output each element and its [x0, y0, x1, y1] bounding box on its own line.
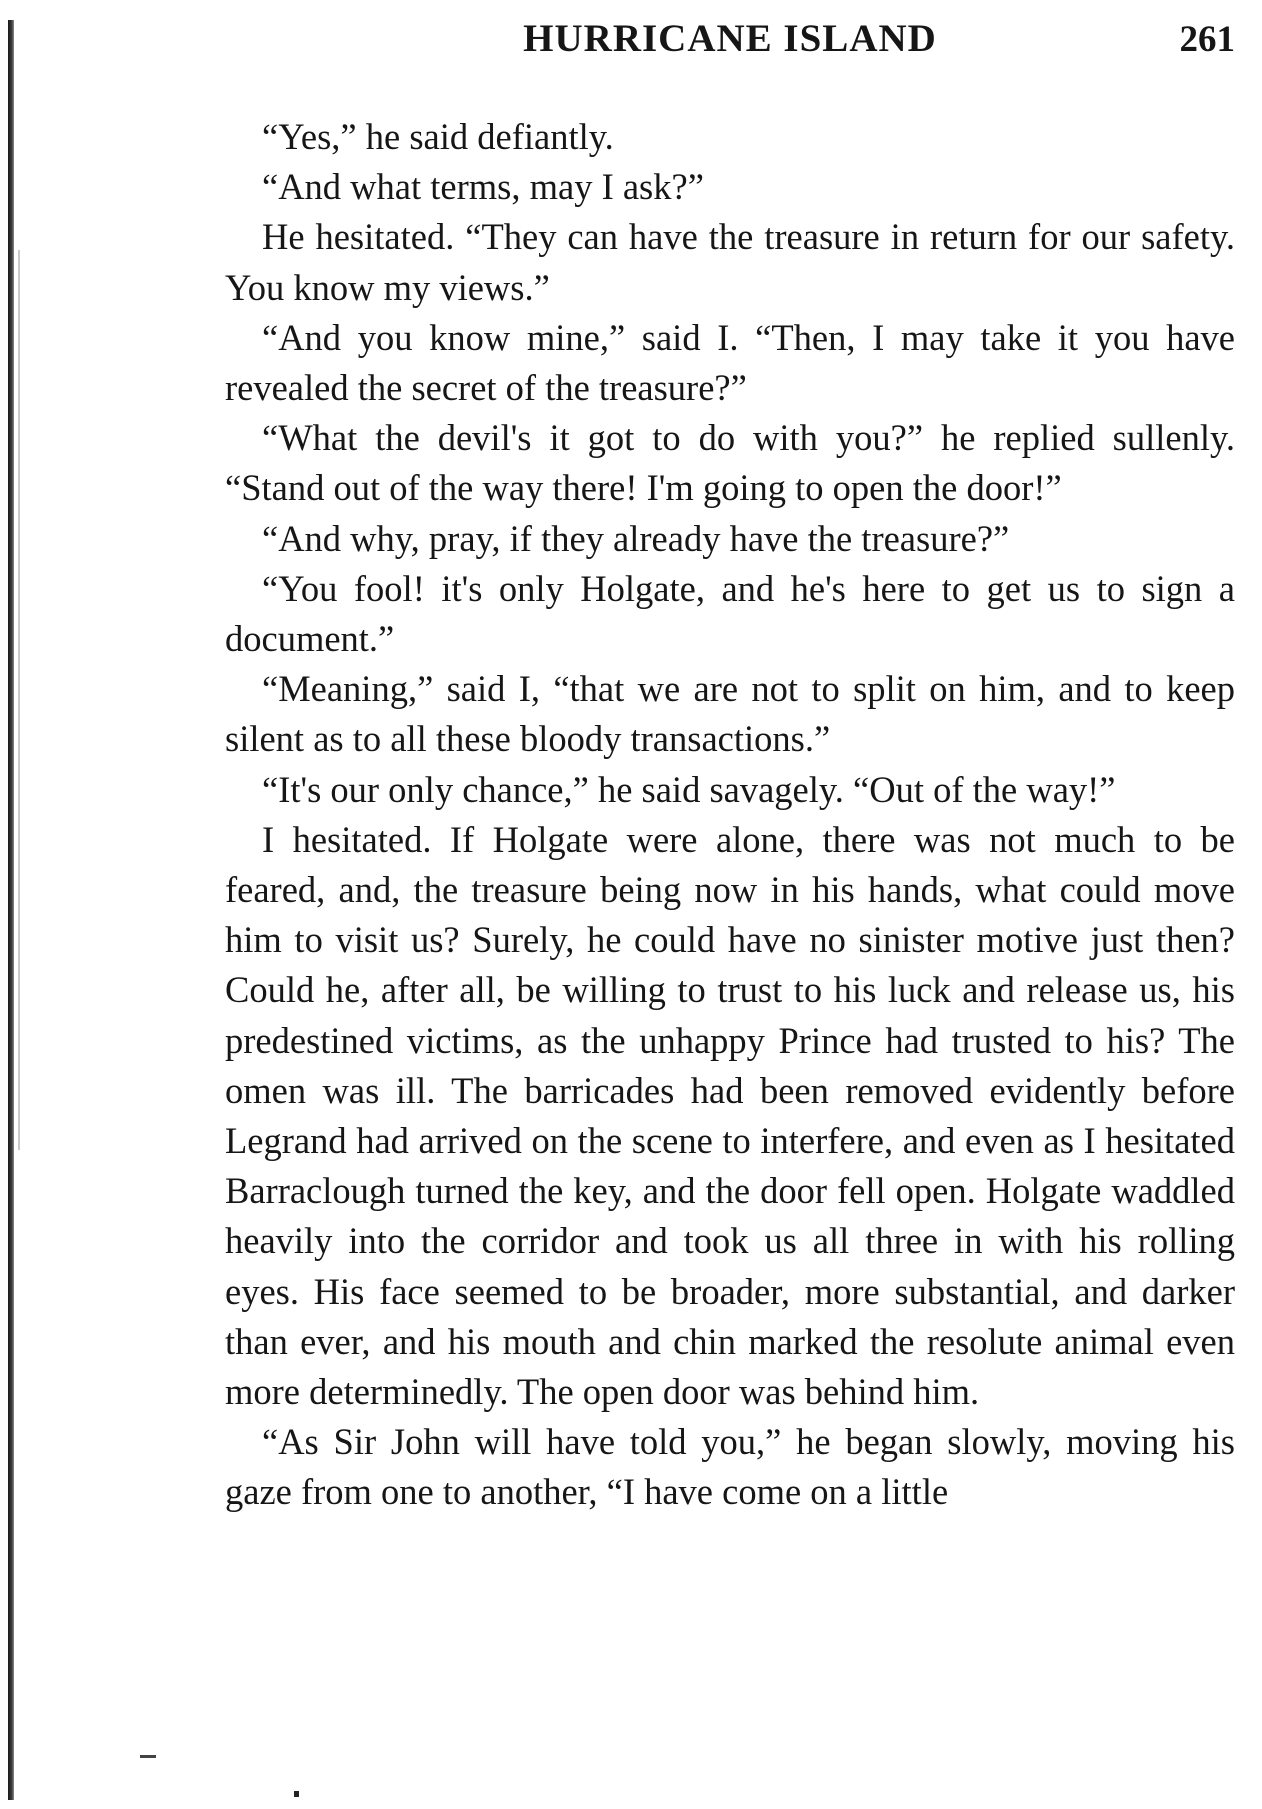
paragraph: “It's our only chance,” he said savagely. “Out of the way!”	[262, 768, 1116, 810]
ink-speck	[294, 1791, 299, 1797]
paragraph: “And you know mine,” said I. “Then, I may take it you have revealed the secret of the treasure?”	[225, 316, 1235, 409]
binding-shadow	[18, 250, 20, 1150]
paragraph: “And what terms, may I ask?”	[262, 166, 704, 208]
paragraph: “Yes,” he said defiantly.	[262, 116, 614, 157]
body-text	[225, 112, 1235, 1518]
paragraph: “As Sir John will have told you,” he began slowly, moving his gaze from one to another, “I have come on a little	[225, 1421, 1235, 1513]
paragraph: He hesitated. “They can have the treasure in return for our safety. You know my views.”	[225, 216, 1235, 308]
page-specks	[140, 1755, 300, 1805]
paragraph: “You fool! it's only Holgate, and he's here to get us to sign a document.”	[225, 567, 1235, 660]
paragraph: I hesitated. If Holgate were alone, there was not much to be feared, and, the treasure being now in his hands, what could move him to visit us? Surely, he could have no sinister motive just then? Could he, after all, be willing to trust to his luck and release us, his predestined victims, as the unhappy Prince had trusted to his? The omen was ill. The barricades had been removed evidently before Legrand had arrived on the scene to interfere, and even as I hesitated Barraclough turned the key, and the door fell open. Holgate waddled heavily into the corridor and took us all three in with his rolling eyes. His face seemed to be broader, more substantial, and darker than ever, and his mouth and chin marked the resolute animal even more determinedly. The open door was behind him.	[225, 818, 1235, 1413]
paragraph: “And why, pray, if they already have the treasure?”	[262, 517, 1010, 559]
running-head	[225, 10, 1235, 66]
ink-speck	[140, 1755, 156, 1758]
binding-edge	[8, 20, 14, 1800]
paragraph: “Meaning,” said I, “that we are not to split on him, and to keep silent as to all these bloody transactions.”	[225, 668, 1235, 760]
paragraph: “What the devil's it got to do with you?” he replied sullenly. “Stand out of the way there! I'm going to open the door!”	[225, 417, 1235, 509]
running-head-title: HURRICANE ISLAND	[523, 17, 937, 60]
page-number: 261	[1179, 19, 1235, 60]
